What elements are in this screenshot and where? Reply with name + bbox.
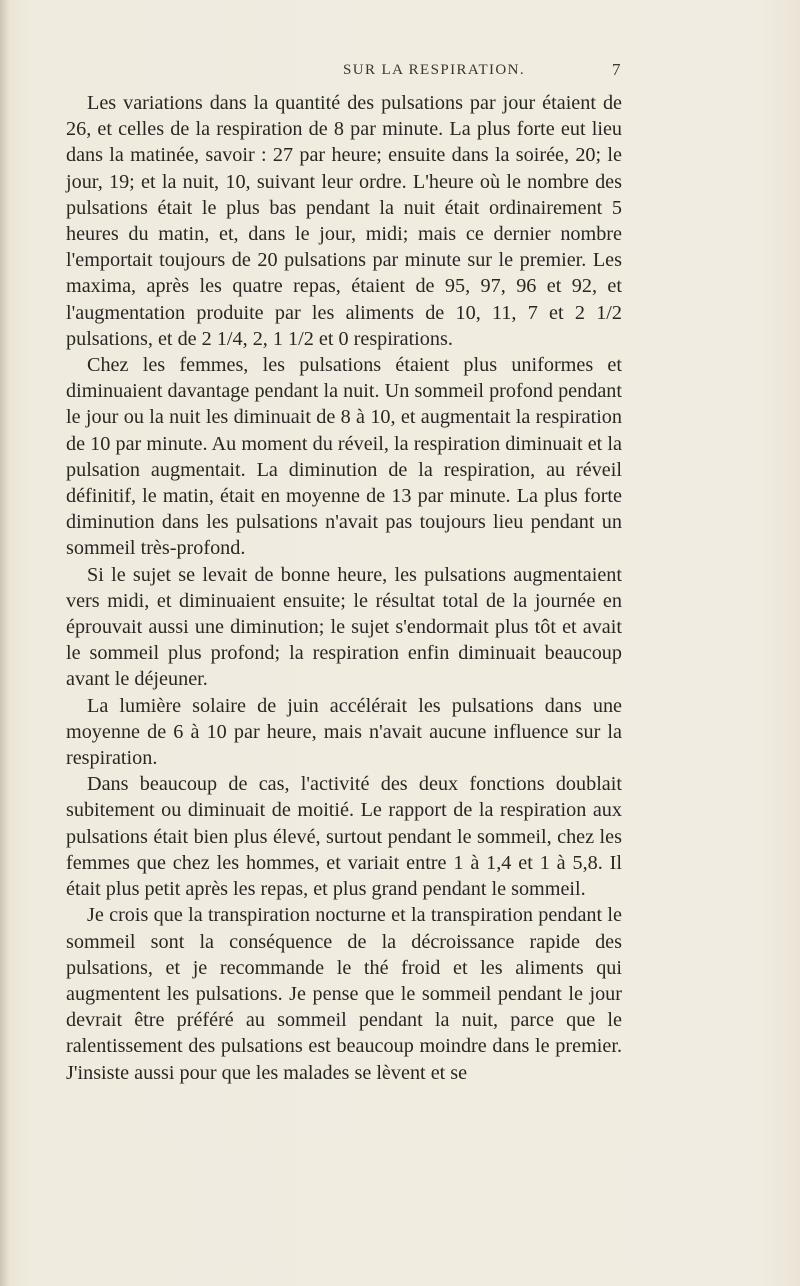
page-number: 7 [612,60,621,79]
body-text [66,90,622,1086]
running-head [0,62,800,86]
paragraph: Chez les femmes, les pulsations étaient plus uniformes et diminuaient davantage pendant la nuit. Un sommeil profond pendant le jour ou la nuit les diminuait de 8 à 10, et augmentait la respiration de 10 par minute. Au moment du réveil, la respiration diminuait et la pulsation augmentait. La diminution de la respiration, au réveil définitif, le matin, était en moyenne de 13 par minute. La plus forte diminution dans les pulsations n'avait pas toujours lieu pendant un sommeil très-profond. [66,354,622,560]
paragraph: Si le sujet se levait de bonne heure, les pulsations augmentaient vers midi, et diminuaient ensuite; le résultat total de la journée en éprouvait aussi une diminution; le sujet s'endormait plus tôt et avait le sommeil plus profond; la respiration enfin diminuait beaucoup avant le déjeuner. [66,563,622,691]
paragraph: Je crois que la transpiration nocturne et la transpiration pendant le sommeil sont la conséquence de la décroissance rapide des pulsations, et je recommande le thé froid et les aliments qui augmentent les pulsations. Je pense que le sommeil pendant le jour devrait être préféré au sommeil pendant la nuit, parce que le ralentissement des pulsations est beaucoup moindre dans le premier. J'insiste aussi pour que les malades se lèvent et se [66,904,622,1084]
running-title: SUR LA RESPIRATION. [343,62,526,78]
paragraph: Dans beaucoup de cas, l'activité des deux fonctions doublait subitement ou diminuait de moitié. Le rapport de la respiration aux pulsations était bien plus élevé, surtout pendant le sommeil, chez les femmes que chez les hommes, et variait entre 1 à 1,4 et 1 à 5,8. Il était plus petit après les repas, et plus grand pendant le sommeil. [66,773,622,901]
page-gutter-shadow [0,0,10,1286]
paragraph: La lumière solaire de juin accélérait les pulsations dans une moyenne de 6 à 10 par heure, mais n'avait aucune influence sur la respiration. [66,694,622,770]
paragraph: Les variations dans la quantité des pulsations par jour étaient de 26, et celles de la respiration de 8 par minute. La plus forte eut lieu dans la matinée, savoir : 27 par heure; ensuite dans la soirée, 20; le jour, 19; et la nuit, 10, suivant leur ordre. L'heure où le nombre des pulsations était le plus bas pendant la nuit était ordinairement 5 heures du matin, et, dans le jour, midi; mais ce dernier nombre l'emportait toujours de 20 pulsations par minute sur le premier. Les maxima, après les quatre repas, étaient de 95, 97, 96 et 92, et l'augmentation produite par les aliments de 10, 11, 7 et 2 1/2 pulsations, et de 2 1/4, 2, 1 1/2 et 0 respirations. [66,92,622,350]
